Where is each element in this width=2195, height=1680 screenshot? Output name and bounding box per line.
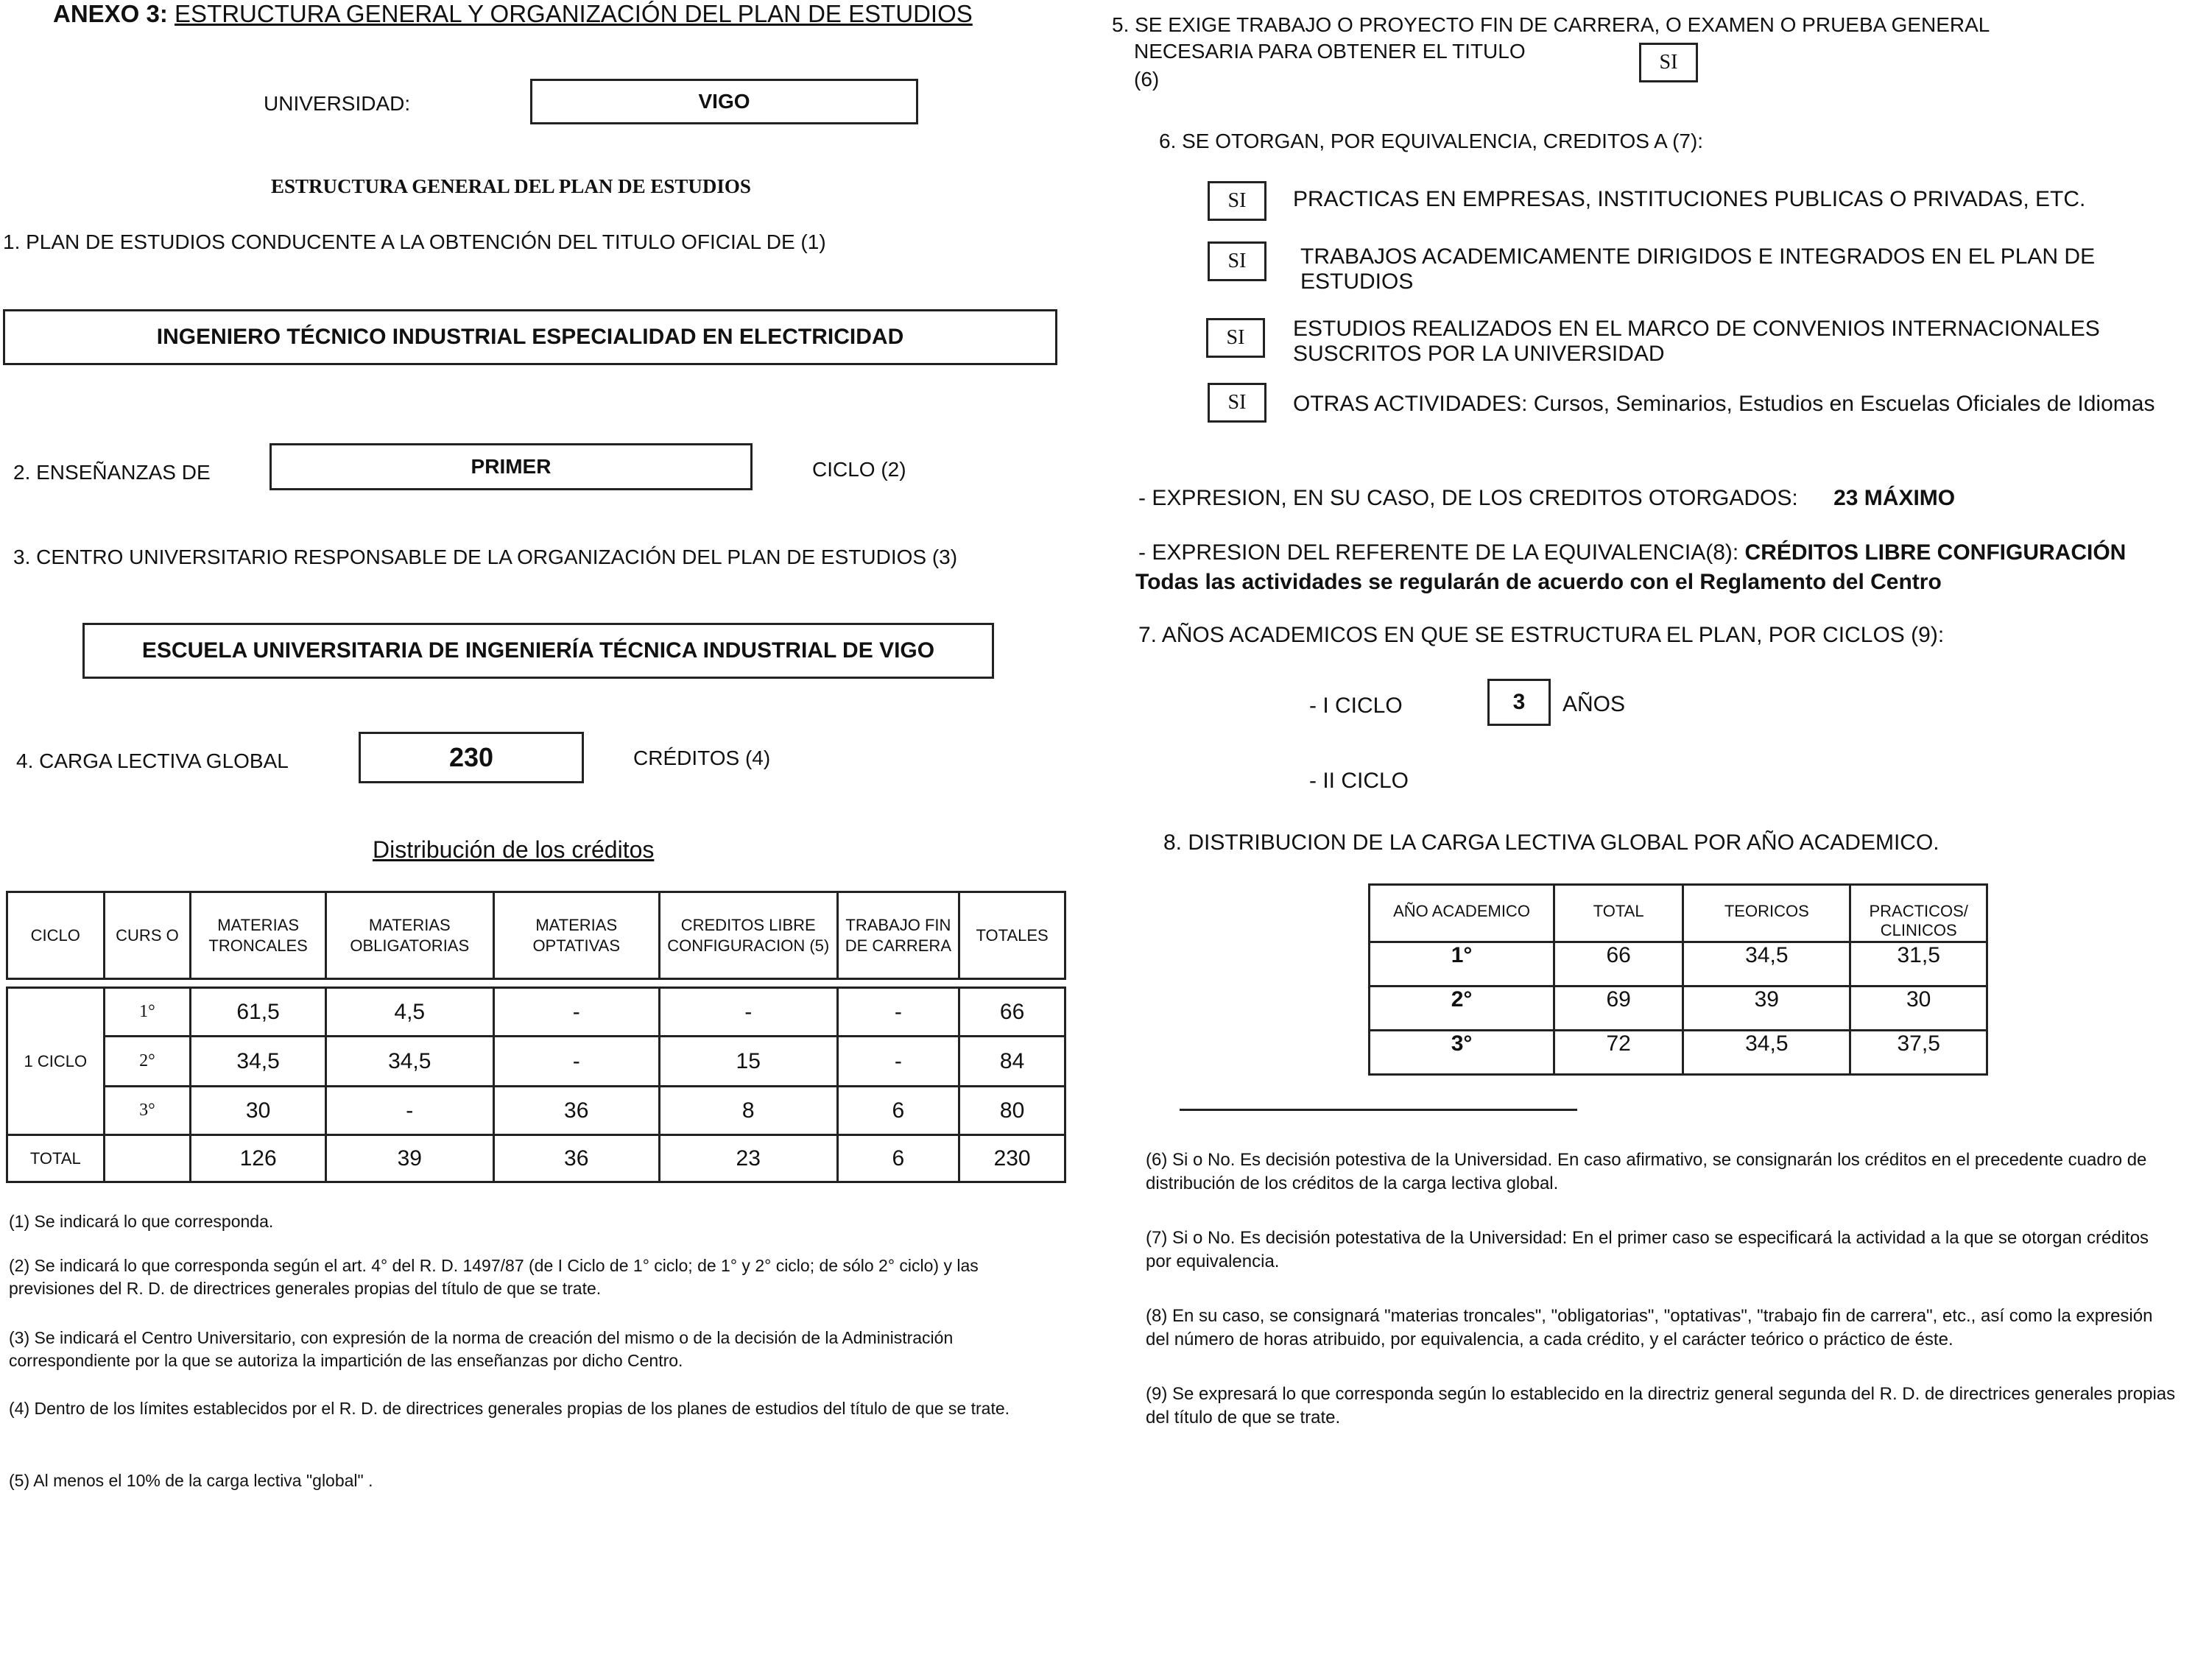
- total-libre: 23: [659, 1135, 837, 1182]
- item7-label: 7. AÑOS ACADEMICOS EN QUE SE ESTRUCTURA EL PLAN, POR CICLOS (9):: [1138, 623, 1945, 647]
- obligatorias-cell: 4,5: [325, 988, 493, 1037]
- header-libre: CREDITOS LIBRE CONFIGURACION (5): [659, 892, 837, 979]
- teoricos-cell: 39: [1683, 987, 1850, 1031]
- total-row: [7, 1135, 1065, 1182]
- total-cell: 69: [1554, 987, 1683, 1031]
- table-row: [1370, 942, 1987, 987]
- item2-label: 2. ENSEÑANZAS DE: [13, 461, 211, 484]
- item3-label: 3. CENTRO UNIVERSITARIO RESPONSABLE DE LA ORGANIZACIÓN DEL PLAN DE ESTUDIOS (3): [13, 546, 958, 568]
- note-1: (1) Se indicará lo que corresponda.: [9, 1212, 274, 1231]
- distribution-title: Distribución de los créditos: [373, 836, 655, 863]
- obligatorias-cell: -: [325, 1087, 493, 1135]
- credits-line: [1138, 486, 1955, 511]
- degree-title-box: INGENIERO TÉCNICO INDUSTRIAL ESPECIALIDAD EN ELECTRICIDAD: [3, 309, 1057, 365]
- note-8: (8) En su caso, se consignará "materias troncales", "obligatorias", "optativas", "trabajo fin de carrera", etc., así como la expresión del número de horas atribuido, por equivalencia, a cada crédito, y el carácter teórico o práctico de éste.: [1146, 1306, 2153, 1349]
- note-6: (6) Si o No. Es decisión potestiva de la Universidad. En caso afirmativo, se consignarán los créditos en el precedente cuadro de distribución de los créditos de la carga lectiva global.: [1146, 1150, 2147, 1193]
- option-answer-box: SI: [1208, 181, 1266, 221]
- distribution-table: [6, 891, 1066, 1183]
- totales-cell: 66: [959, 988, 1065, 1037]
- header-totales: TOTALES: [959, 892, 1065, 979]
- note-3: (3) Se indicará el Centro Universitario, con expresión de la norma de creación del mismo o de la decisión de la Administración correspondiente por la que se autoriza la impartición de las enseñanzas por dicho Centro.: [9, 1328, 954, 1370]
- total-label: TOTAL: [7, 1135, 105, 1182]
- table-row: [7, 988, 1065, 1037]
- option-answer-box: SI: [1208, 241, 1266, 281]
- troncales-cell: 30: [191, 1087, 326, 1135]
- item4-label: 4. CARGA LECTIVA GLOBAL: [16, 749, 289, 772]
- option-answer-box: SI: [1206, 318, 1265, 358]
- libre-cell: -: [659, 988, 837, 1037]
- referent-note: Todas las actividades se regularán de acuerdo con el Reglamento del Centro: [1135, 570, 1942, 594]
- item6-label: 6. SE OTORGAN, POR EQUIVALENCIA, CREDITOS A (7):: [1159, 130, 1704, 152]
- teoricos-cell: 34,5: [1683, 942, 1850, 987]
- header-troncales: MATERIAS TRONCALES: [191, 892, 326, 979]
- note-2: (2) Se indicará lo que corresponda según el art. 4° del R. D. 1497/87 (de I Ciclo de 1° ciclo; de 1° y 2° ciclo; de sólo 2° ciclo) y las previsiones del R. D. de directrices generales propias del título de que se trate.: [9, 1256, 979, 1298]
- cycle-value-box: PRIMER: [269, 443, 753, 490]
- header-teoricos: TEORICOS: [1683, 885, 1850, 942]
- total-troncales: 126: [191, 1135, 326, 1182]
- item1-label: 1. PLAN DE ESTUDIOS CONDUCENTE A LA OBTENCIÓN DEL TITULO OFICIAL DE (1): [3, 230, 826, 253]
- annex-title-text: ESTRUCTURA GENERAL Y ORGANIZACIÓN DEL PLAN DE ESTUDIOS: [175, 0, 973, 27]
- practicos-cell: 30: [1850, 987, 1987, 1031]
- totales-cell: 84: [959, 1037, 1065, 1087]
- note-4: (4) Dentro de los límites establecidos por el R. D. de directrices generales propias de los planes de estudios del título de que se trate.: [9, 1399, 1010, 1418]
- curso-cell: 2°: [104, 1037, 191, 1087]
- total-curso-cell: [104, 1135, 191, 1182]
- total-cell: 72: [1554, 1031, 1683, 1075]
- table-row: [7, 1087, 1065, 1135]
- cycle1-years-box: 3: [1487, 679, 1551, 726]
- teoricos-cell: 34,5: [1683, 1031, 1850, 1075]
- header-year: AÑO ACADEMICO: [1370, 885, 1554, 942]
- total-cell: 66: [1554, 942, 1683, 987]
- credits-value: 23 MÁXIMO: [1833, 486, 1956, 510]
- optativas-cell: 36: [493, 1087, 659, 1135]
- item4-suffix: CRÉDITOS (4): [633, 747, 771, 769]
- item5-answer-box: SI: [1639, 43, 1698, 82]
- header-total: TOTAL: [1554, 885, 1683, 942]
- note-7: (7) Si o No. Es decisión potestativa de la Universidad: En el primer caso se especificará la actividad a la que se otorgan créditos por equivalencia.: [1146, 1228, 2149, 1271]
- optativas-cell: -: [493, 1037, 659, 1087]
- trabajo-cell: -: [837, 1037, 959, 1087]
- cycle1-unit: AÑOS: [1562, 692, 1626, 716]
- total-trabajo: 6: [837, 1135, 959, 1182]
- libre-cell: 8: [659, 1087, 837, 1135]
- option-text: TRABAJOS ACADEMICAMENTE DIRIGIDOS E INTEGRADOS EN EL PLAN DE ESTUDIOS: [1300, 244, 2096, 294]
- obligatorias-cell: 34,5: [325, 1037, 493, 1087]
- trabajo-cell: 6: [837, 1087, 959, 1135]
- table-row: [1370, 987, 1987, 1031]
- header-curso: CURS O: [104, 892, 191, 979]
- cycle-label: 1 CICLO: [7, 988, 105, 1135]
- referent-line: [1138, 540, 2126, 565]
- trabajo-cell: -: [837, 988, 959, 1037]
- totales-cell: 80: [959, 1087, 1065, 1135]
- university-value: VIGO: [530, 79, 918, 124]
- year-cell: 2°: [1370, 987, 1554, 1031]
- item5-line2: NECESARIA PARA OBTENER EL TITULO: [1134, 40, 1526, 63]
- annex-title: [53, 0, 973, 28]
- table-row: [7, 1037, 1065, 1087]
- item5-line3: (6): [1134, 68, 1160, 91]
- option-answer-box: SI: [1208, 383, 1266, 423]
- center-box: ESCUELA UNIVERSITARIA DE INGENIERÍA TÉCNICA INDUSTRIAL DE VIGO: [82, 623, 994, 679]
- credits-label: - EXPRESION, EN SU CASO, DE LOS CREDITOS OTORGADOS:: [1138, 486, 1798, 510]
- year-cell: 3°: [1370, 1031, 1554, 1075]
- item2-suffix: CICLO (2): [812, 458, 906, 481]
- academic-header-row: [1370, 885, 1987, 942]
- cycle2-label: - II CICLO: [1309, 769, 1409, 793]
- troncales-cell: 61,5: [191, 988, 326, 1037]
- note-5: (5) Al menos el 10% de la carga lectiva "global" .: [9, 1471, 373, 1490]
- footnote-separator: [1180, 1109, 1577, 1111]
- practicos-cell: 31,5: [1850, 942, 1987, 987]
- annex-prefix: ANEXO 3:: [53, 0, 168, 27]
- global-load-box: 230: [359, 732, 584, 783]
- header-ciclo: CICLO: [7, 892, 105, 979]
- total-obligatorias: 39: [325, 1135, 493, 1182]
- curso-cell: 3°: [104, 1087, 191, 1135]
- structure-heading: ESTRUCTURA GENERAL DEL PLAN DE ESTUDIOS: [271, 175, 751, 197]
- option-text: PRACTICAS EN EMPRESAS, INSTITUCIONES PUBLICAS O PRIVADAS, ETC.: [1293, 187, 2086, 211]
- table-row: [1370, 1031, 1987, 1075]
- academic-year-table: [1368, 883, 1988, 1076]
- total-totales: 230: [959, 1135, 1065, 1182]
- troncales-cell: 34,5: [191, 1037, 326, 1087]
- university-label: UNIVERSIDAD:: [264, 92, 411, 115]
- curso-cell: 1°: [104, 988, 191, 1037]
- header-practicos: PRACTICOS/ CLINICOS: [1850, 885, 1987, 942]
- libre-cell: 15: [659, 1037, 837, 1087]
- note-9: (9) Se expresará lo que corresponda según lo establecido en la directriz general segunda del R. D. de directrices generales propias del título de que se trate.: [1146, 1384, 2176, 1427]
- header-trabajo: TRABAJO FIN DE CARRERA: [837, 892, 959, 979]
- referent-value: CRÉDITOS LIBRE CONFIGURACIÓN: [1744, 540, 2127, 565]
- cycle1-label: - I CICLO: [1309, 693, 1403, 718]
- item5-line1: 5. SE EXIGE TRABAJO O PROYECTO FIN DE CARRERA, O EXAMEN O PRUEBA GENERAL: [1112, 13, 1990, 36]
- header-optativas: MATERIAS OPTATIVAS: [493, 892, 659, 979]
- year-cell: 1°: [1370, 942, 1554, 987]
- practicos-cell: 37,5: [1850, 1031, 1987, 1075]
- option-text: OTRAS ACTIVIDADES: Cursos, Seminarios, Estudios en Escuelas Oficiales de Idiomas: [1293, 392, 2155, 416]
- option-text: ESTUDIOS REALIZADOS EN EL MARCO DE CONVENIOS INTERNACIONALES SUSCRITOS POR LA UNIVERSIDAD: [1293, 317, 2100, 366]
- total-optativas: 36: [493, 1135, 659, 1182]
- optativas-cell: -: [493, 988, 659, 1037]
- header-obligatorias: MATERIAS OBLIGATORIAS: [325, 892, 493, 979]
- distribution-header-row: [7, 892, 1065, 979]
- item8-label: 8. DISTRIBUCION DE LA CARGA LECTIVA GLOBAL POR AÑO ACADEMICO.: [1163, 830, 1939, 855]
- referent-label: - EXPRESION DEL REFERENTE DE LA EQUIVALENCIA(8):: [1138, 540, 1739, 565]
